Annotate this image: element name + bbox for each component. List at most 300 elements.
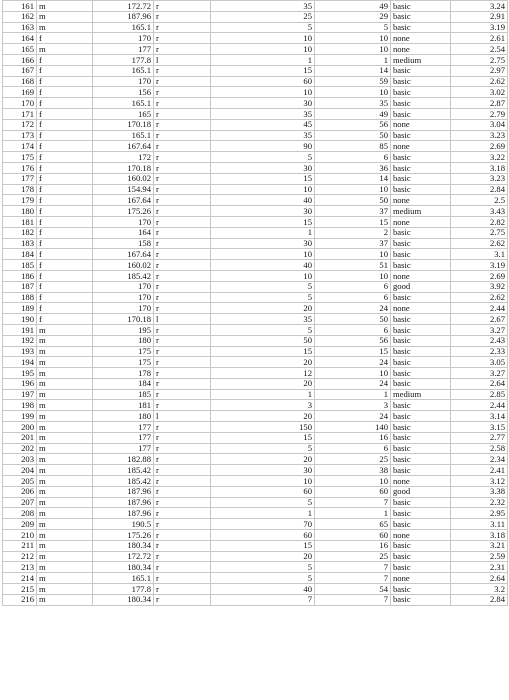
cell-sex[interactable]: m (37, 411, 93, 422)
cell-value-b[interactable]: 7 (315, 594, 391, 605)
cell-value-a[interactable]: 7 (211, 594, 315, 605)
cell-height[interactable]: 172.72 (93, 1, 154, 12)
cell-level[interactable]: basic (391, 562, 451, 573)
cell-value-b[interactable]: 10 (315, 368, 391, 379)
cell-level[interactable]: basic (391, 454, 451, 465)
cell-score[interactable]: 2.69 (451, 270, 508, 281)
cell-value-a[interactable]: 5 (211, 152, 315, 163)
cell-height[interactable]: 165.1 (93, 573, 154, 584)
cell-height[interactable]: 175 (93, 346, 154, 357)
cell-score[interactable]: 2.41 (451, 465, 508, 476)
cell-value-b[interactable]: 6 (315, 292, 391, 303)
cell-score[interactable]: 2.77 (451, 432, 508, 443)
cell-value-a[interactable]: 40 (211, 195, 315, 206)
cell-score[interactable]: 3.2 (451, 584, 508, 595)
cell-score[interactable]: 2.97 (451, 65, 508, 76)
cell-score[interactable]: 3.22 (451, 152, 508, 163)
cell-value-a[interactable]: 90 (211, 141, 315, 152)
cell-hand[interactable]: r (154, 454, 211, 465)
cell-score[interactable]: 3.12 (451, 476, 508, 487)
cell-value-a[interactable]: 5 (211, 573, 315, 584)
cell-sex[interactable]: f (37, 173, 93, 184)
cell-value-a[interactable]: 15 (211, 173, 315, 184)
cell-height[interactable]: 165.1 (93, 130, 154, 141)
cell-score[interactable]: 2.79 (451, 108, 508, 119)
cell-level[interactable]: basic (391, 227, 451, 238)
cell-value-a[interactable]: 10 (211, 44, 315, 55)
cell-id[interactable]: 212 (3, 551, 37, 562)
cell-value-a[interactable]: 5 (211, 324, 315, 335)
cell-level[interactable]: basic (391, 87, 451, 98)
cell-id[interactable]: 182 (3, 227, 37, 238)
cell-height[interactable]: 180 (93, 411, 154, 422)
cell-level[interactable]: basic (391, 249, 451, 260)
cell-value-a[interactable]: 10 (211, 249, 315, 260)
cell-hand[interactable]: r (154, 368, 211, 379)
cell-id[interactable]: 203 (3, 454, 37, 465)
cell-value-b[interactable]: 10 (315, 249, 391, 260)
cell-sex[interactable]: f (37, 162, 93, 173)
cell-sex[interactable]: f (37, 260, 93, 271)
cell-height[interactable]: 177 (93, 443, 154, 454)
cell-value-a[interactable]: 3 (211, 400, 315, 411)
cell-hand[interactable]: r (154, 227, 211, 238)
cell-height[interactable]: 165 (93, 108, 154, 119)
cell-value-a[interactable]: 15 (211, 346, 315, 357)
cell-hand[interactable]: r (154, 519, 211, 530)
cell-hand[interactable]: r (154, 141, 211, 152)
cell-height[interactable]: 184 (93, 378, 154, 389)
cell-level[interactable]: basic (391, 76, 451, 87)
cell-level[interactable]: basic (391, 368, 451, 379)
cell-value-b[interactable]: 10 (315, 87, 391, 98)
cell-sex[interactable]: m (37, 432, 93, 443)
cell-score[interactable]: 3.38 (451, 486, 508, 497)
cell-level[interactable]: none (391, 195, 451, 206)
cell-score[interactable]: 2.61 (451, 33, 508, 44)
cell-score[interactable]: 3.18 (451, 530, 508, 541)
cell-value-b[interactable]: 24 (315, 357, 391, 368)
cell-hand[interactable]: r (154, 65, 211, 76)
cell-height[interactable]: 160.02 (93, 173, 154, 184)
cell-score[interactable]: 2.59 (451, 551, 508, 562)
cell-hand[interactable]: r (154, 33, 211, 44)
cell-level[interactable]: basic (391, 411, 451, 422)
cell-height[interactable]: 181 (93, 400, 154, 411)
cell-level[interactable]: basic (391, 422, 451, 433)
cell-height[interactable]: 154.94 (93, 184, 154, 195)
cell-hand[interactable]: r (154, 184, 211, 195)
cell-level[interactable]: none (391, 141, 451, 152)
cell-score[interactable]: 3.19 (451, 22, 508, 33)
cell-id[interactable]: 188 (3, 292, 37, 303)
cell-sex[interactable]: f (37, 206, 93, 217)
cell-value-b[interactable]: 37 (315, 206, 391, 217)
cell-value-b[interactable]: 1 (315, 54, 391, 65)
cell-hand[interactable]: r (154, 98, 211, 109)
cell-score[interactable]: 2.91 (451, 11, 508, 22)
cell-score[interactable]: 3.15 (451, 422, 508, 433)
cell-hand[interactable]: r (154, 400, 211, 411)
cell-value-b[interactable]: 10 (315, 476, 391, 487)
cell-id[interactable]: 165 (3, 44, 37, 55)
cell-height[interactable]: 170 (93, 33, 154, 44)
cell-height[interactable]: 177 (93, 432, 154, 443)
cell-value-b[interactable]: 51 (315, 260, 391, 271)
cell-score[interactable]: 2.44 (451, 400, 508, 411)
cell-sex[interactable]: f (37, 141, 93, 152)
cell-height[interactable]: 158 (93, 238, 154, 249)
cell-hand[interactable]: r (154, 389, 211, 400)
cell-level[interactable]: basic (391, 22, 451, 33)
cell-height[interactable]: 165.1 (93, 22, 154, 33)
cell-sex[interactable]: m (37, 497, 93, 508)
cell-value-b[interactable]: 50 (315, 314, 391, 325)
cell-level[interactable]: good (391, 281, 451, 292)
cell-level[interactable]: good (391, 486, 451, 497)
cell-height[interactable]: 185 (93, 389, 154, 400)
cell-value-a[interactable]: 1 (211, 389, 315, 400)
cell-value-a[interactable]: 40 (211, 260, 315, 271)
cell-height[interactable]: 187.96 (93, 11, 154, 22)
cell-hand[interactable]: r (154, 22, 211, 33)
cell-value-a[interactable]: 10 (211, 33, 315, 44)
cell-hand[interactable]: r (154, 281, 211, 292)
cell-value-a[interactable]: 5 (211, 443, 315, 454)
cell-score[interactable]: 3.19 (451, 260, 508, 271)
cell-id[interactable]: 171 (3, 108, 37, 119)
cell-value-a[interactable]: 5 (211, 292, 315, 303)
cell-level[interactable]: basic (391, 162, 451, 173)
cell-height[interactable]: 170 (93, 292, 154, 303)
cell-value-b[interactable]: 10 (315, 270, 391, 281)
cell-id[interactable]: 163 (3, 22, 37, 33)
cell-sex[interactable]: m (37, 1, 93, 12)
cell-score[interactable]: 2.84 (451, 184, 508, 195)
cell-level[interactable]: none (391, 270, 451, 281)
cell-level[interactable]: none (391, 573, 451, 584)
cell-value-b[interactable]: 24 (315, 411, 391, 422)
cell-score[interactable]: 3.04 (451, 119, 508, 130)
cell-level[interactable]: basic (391, 465, 451, 476)
cell-id[interactable]: 172 (3, 119, 37, 130)
cell-value-b[interactable]: 50 (315, 195, 391, 206)
cell-height[interactable]: 187.96 (93, 497, 154, 508)
cell-level[interactable]: none (391, 216, 451, 227)
cell-sex[interactable]: m (37, 486, 93, 497)
cell-value-a[interactable]: 12 (211, 368, 315, 379)
cell-score[interactable]: 2.75 (451, 54, 508, 65)
cell-id[interactable]: 190 (3, 314, 37, 325)
cell-id[interactable]: 179 (3, 195, 37, 206)
cell-value-b[interactable]: 1 (315, 389, 391, 400)
cell-hand[interactable]: r (154, 422, 211, 433)
cell-hand[interactable]: r (154, 508, 211, 519)
cell-hand[interactable]: r (154, 476, 211, 487)
cell-sex[interactable]: m (37, 346, 93, 357)
cell-level[interactable]: basic (391, 98, 451, 109)
cell-value-b[interactable]: 14 (315, 65, 391, 76)
cell-value-a[interactable]: 45 (211, 119, 315, 130)
cell-value-a[interactable]: 5 (211, 497, 315, 508)
cell-height[interactable]: 185.42 (93, 476, 154, 487)
cell-value-b[interactable]: 10 (315, 44, 391, 55)
cell-score[interactable]: 3.23 (451, 130, 508, 141)
cell-value-b[interactable]: 1 (315, 508, 391, 519)
cell-value-a[interactable]: 10 (211, 184, 315, 195)
cell-value-a[interactable]: 20 (211, 411, 315, 422)
cell-value-a[interactable]: 35 (211, 108, 315, 119)
cell-sex[interactable]: f (37, 76, 93, 87)
cell-score[interactable]: 3.27 (451, 324, 508, 335)
cell-level[interactable]: basic (391, 292, 451, 303)
cell-id[interactable]: 215 (3, 584, 37, 595)
cell-score[interactable]: 2.54 (451, 44, 508, 55)
cell-level[interactable]: none (391, 119, 451, 130)
cell-level[interactable]: basic (391, 11, 451, 22)
cell-sex[interactable]: m (37, 22, 93, 33)
cell-value-b[interactable]: 6 (315, 443, 391, 454)
cell-level[interactable]: basic (391, 432, 451, 443)
cell-value-b[interactable]: 29 (315, 11, 391, 22)
cell-level[interactable]: basic (391, 173, 451, 184)
cell-hand[interactable]: r (154, 11, 211, 22)
cell-hand[interactable]: r (154, 562, 211, 573)
cell-sex[interactable]: f (37, 303, 93, 314)
cell-score[interactable]: 2.34 (451, 454, 508, 465)
cell-value-a[interactable]: 20 (211, 454, 315, 465)
cell-id[interactable]: 209 (3, 519, 37, 530)
cell-value-b[interactable]: 15 (315, 346, 391, 357)
cell-level[interactable]: none (391, 44, 451, 55)
cell-score[interactable]: 2.62 (451, 238, 508, 249)
cell-id[interactable]: 183 (3, 238, 37, 249)
cell-height[interactable]: 167.64 (93, 141, 154, 152)
cell-level[interactable]: basic (391, 540, 451, 551)
cell-sex[interactable]: m (37, 335, 93, 346)
cell-id[interactable]: 189 (3, 303, 37, 314)
cell-hand[interactable]: r (154, 87, 211, 98)
cell-id[interactable]: 177 (3, 173, 37, 184)
cell-hand[interactable]: r (154, 486, 211, 497)
cell-hand[interactable]: r (154, 584, 211, 595)
cell-sex[interactable]: m (37, 11, 93, 22)
cell-sex[interactable]: f (37, 65, 93, 76)
cell-height[interactable]: 195 (93, 324, 154, 335)
cell-level[interactable]: basic (391, 130, 451, 141)
cell-value-a[interactable]: 60 (211, 76, 315, 87)
cell-height[interactable]: 180.34 (93, 562, 154, 573)
cell-score[interactable]: 3.02 (451, 87, 508, 98)
cell-hand[interactable]: r (154, 216, 211, 227)
cell-hand[interactable]: r (154, 292, 211, 303)
cell-id[interactable]: 213 (3, 562, 37, 573)
cell-value-a[interactable]: 10 (211, 270, 315, 281)
cell-value-b[interactable]: 3 (315, 400, 391, 411)
cell-level[interactable]: basic (391, 508, 451, 519)
cell-height[interactable]: 167.64 (93, 249, 154, 260)
cell-height[interactable]: 167.64 (93, 195, 154, 206)
cell-value-b[interactable]: 25 (315, 454, 391, 465)
cell-sex[interactable]: f (37, 227, 93, 238)
cell-id[interactable]: 180 (3, 206, 37, 217)
cell-height[interactable]: 180.34 (93, 540, 154, 551)
cell-value-b[interactable]: 56 (315, 119, 391, 130)
cell-level[interactable]: basic (391, 551, 451, 562)
cell-value-a[interactable]: 5 (211, 281, 315, 292)
cell-hand[interactable]: r (154, 346, 211, 357)
cell-id[interactable]: 164 (3, 33, 37, 44)
cell-level[interactable]: basic (391, 497, 451, 508)
cell-id[interactable]: 162 (3, 11, 37, 22)
cell-sex[interactable]: f (37, 216, 93, 227)
cell-level[interactable]: none (391, 530, 451, 541)
cell-height[interactable]: 170 (93, 303, 154, 314)
cell-level[interactable]: basic (391, 324, 451, 335)
cell-sex[interactable]: m (37, 443, 93, 454)
cell-hand[interactable]: r (154, 108, 211, 119)
cell-id[interactable]: 216 (3, 594, 37, 605)
cell-level[interactable]: none (391, 33, 451, 44)
cell-height[interactable]: 164 (93, 227, 154, 238)
cell-id[interactable]: 186 (3, 270, 37, 281)
cell-hand[interactable]: r (154, 378, 211, 389)
cell-id[interactable]: 210 (3, 530, 37, 541)
cell-id[interactable]: 211 (3, 540, 37, 551)
cell-hand[interactable]: r (154, 594, 211, 605)
cell-value-a[interactable]: 15 (211, 216, 315, 227)
cell-id[interactable]: 193 (3, 346, 37, 357)
cell-value-a[interactable]: 10 (211, 87, 315, 98)
cell-height[interactable]: 178 (93, 368, 154, 379)
cell-level[interactable]: basic (391, 346, 451, 357)
cell-hand[interactable]: r (154, 573, 211, 584)
cell-sex[interactable]: f (37, 314, 93, 325)
cell-level[interactable]: basic (391, 184, 451, 195)
cell-sex[interactable]: f (37, 249, 93, 260)
cell-height[interactable]: 185.42 (93, 465, 154, 476)
cell-height[interactable]: 170 (93, 76, 154, 87)
cell-value-a[interactable]: 30 (211, 206, 315, 217)
cell-value-b[interactable]: 56 (315, 335, 391, 346)
cell-height[interactable]: 170 (93, 281, 154, 292)
cell-score[interactable]: 3.23 (451, 173, 508, 184)
cell-level[interactable]: basic (391, 314, 451, 325)
cell-sex[interactable]: f (37, 130, 93, 141)
cell-value-a[interactable]: 20 (211, 551, 315, 562)
cell-height[interactable]: 187.96 (93, 486, 154, 497)
cell-score[interactable]: 3.27 (451, 368, 508, 379)
cell-height[interactable]: 172.72 (93, 551, 154, 562)
cell-sex[interactable]: f (37, 270, 93, 281)
cell-sex[interactable]: m (37, 368, 93, 379)
cell-hand[interactable]: r (154, 357, 211, 368)
cell-id[interactable]: 181 (3, 216, 37, 227)
cell-value-a[interactable]: 35 (211, 130, 315, 141)
cell-sex[interactable]: m (37, 562, 93, 573)
cell-value-b[interactable]: 59 (315, 76, 391, 87)
cell-score[interactable]: 2.84 (451, 594, 508, 605)
cell-score[interactable]: 2.33 (451, 346, 508, 357)
cell-id[interactable]: 199 (3, 411, 37, 422)
cell-hand[interactable]: r (154, 443, 211, 454)
cell-sex[interactable]: m (37, 389, 93, 400)
cell-value-a[interactable]: 60 (211, 530, 315, 541)
cell-value-a[interactable]: 20 (211, 303, 315, 314)
cell-id[interactable]: 207 (3, 497, 37, 508)
cell-level[interactable]: basic (391, 443, 451, 454)
cell-value-b[interactable]: 6 (315, 324, 391, 335)
cell-sex[interactable]: f (37, 98, 93, 109)
cell-level[interactable]: basic (391, 260, 451, 271)
cell-score[interactable]: 2.62 (451, 76, 508, 87)
cell-score[interactable]: 2.95 (451, 508, 508, 519)
cell-value-a[interactable]: 35 (211, 314, 315, 325)
cell-value-a[interactable]: 60 (211, 486, 315, 497)
cell-value-b[interactable]: 16 (315, 540, 391, 551)
cell-level[interactable]: basic (391, 584, 451, 595)
cell-hand[interactable]: r (154, 76, 211, 87)
cell-score[interactable]: 3.43 (451, 206, 508, 217)
cell-value-b[interactable]: 24 (315, 303, 391, 314)
cell-height[interactable]: 180 (93, 335, 154, 346)
cell-score[interactable]: 3.11 (451, 519, 508, 530)
cell-sex[interactable]: m (37, 400, 93, 411)
cell-hand[interactable]: r (154, 465, 211, 476)
cell-value-a[interactable]: 40 (211, 584, 315, 595)
cell-level[interactable]: basic (391, 357, 451, 368)
cell-sex[interactable]: m (37, 519, 93, 530)
cell-sex[interactable]: f (37, 152, 93, 163)
cell-hand[interactable]: r (154, 335, 211, 346)
cell-sex[interactable]: m (37, 540, 93, 551)
cell-value-a[interactable]: 20 (211, 378, 315, 389)
cell-hand[interactable]: r (154, 540, 211, 551)
cell-id[interactable]: 187 (3, 281, 37, 292)
cell-height[interactable]: 156 (93, 87, 154, 98)
cell-score[interactable]: 2.5 (451, 195, 508, 206)
cell-level[interactable]: basic (391, 65, 451, 76)
cell-level[interactable]: basic (391, 594, 451, 605)
cell-score[interactable]: 3.1 (451, 249, 508, 260)
cell-score[interactable]: 3.21 (451, 540, 508, 551)
cell-height[interactable]: 177.8 (93, 54, 154, 65)
cell-level[interactable]: basic (391, 238, 451, 249)
cell-value-a[interactable]: 30 (211, 98, 315, 109)
cell-value-b[interactable]: 6 (315, 152, 391, 163)
cell-value-b[interactable]: 10 (315, 33, 391, 44)
cell-id[interactable]: 169 (3, 87, 37, 98)
cell-hand[interactable]: r (154, 173, 211, 184)
cell-value-b[interactable]: 14 (315, 173, 391, 184)
cell-level[interactable]: medium (391, 206, 451, 217)
cell-value-b[interactable]: 37 (315, 238, 391, 249)
cell-id[interactable]: 191 (3, 324, 37, 335)
cell-height[interactable]: 165.1 (93, 98, 154, 109)
cell-value-a[interactable]: 20 (211, 357, 315, 368)
cell-hand[interactable]: r (154, 44, 211, 55)
cell-value-a[interactable]: 15 (211, 65, 315, 76)
cell-sex[interactable]: m (37, 465, 93, 476)
cell-value-b[interactable]: 85 (315, 141, 391, 152)
cell-id[interactable]: 201 (3, 432, 37, 443)
cell-sex[interactable]: m (37, 454, 93, 465)
cell-height[interactable]: 180.34 (93, 594, 154, 605)
cell-height[interactable]: 170.18 (93, 162, 154, 173)
cell-sex[interactable]: m (37, 357, 93, 368)
cell-sex[interactable]: m (37, 324, 93, 335)
cell-score[interactable]: 2.32 (451, 497, 508, 508)
